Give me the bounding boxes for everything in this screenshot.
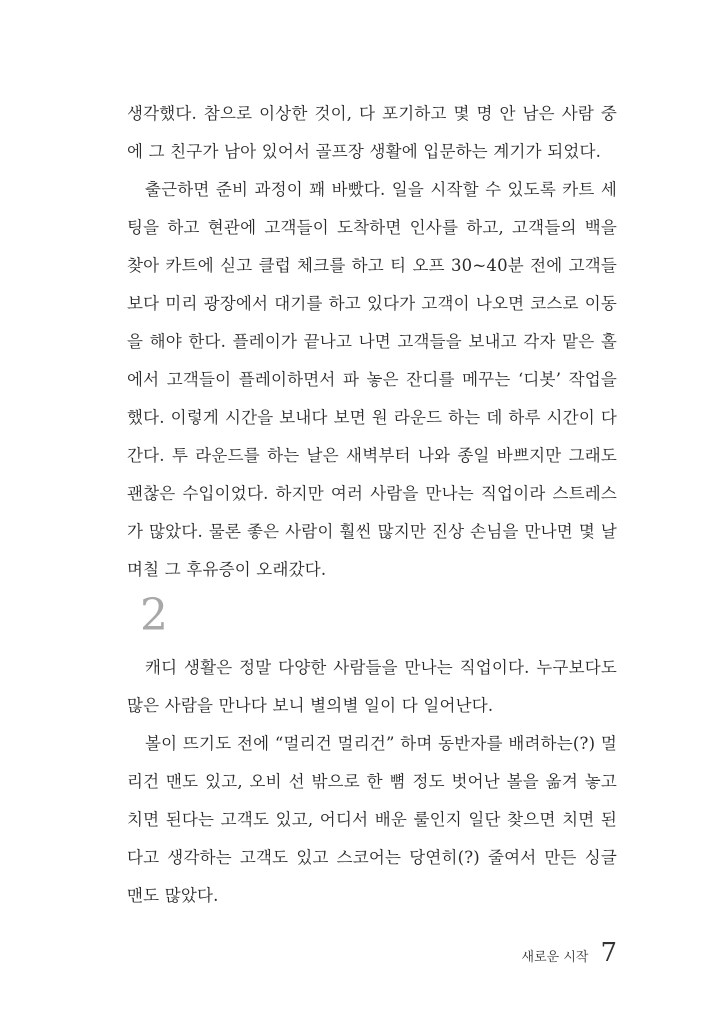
page-footer xyxy=(522,938,617,968)
text-line: 치면 된다는 고객도 있고, 어디서 배운 룰인지 일단 찾으면 치면 된 xyxy=(127,810,617,829)
text-line: 했다. 이렇게 시간을 보내다 보면 원 라운드 하는 데 하루 시간이 다 xyxy=(127,408,617,427)
text-line: 리건 맨도 있고, 오비 선 밖으로 한 뼘 정도 벗어난 볼을 옮겨 놓고 xyxy=(127,772,617,791)
chapter-title: 새로운 시작 xyxy=(521,950,589,965)
text-line: 생각했다. 참으로 이상한 것이, 다 포기하고 몇 명 안 남은 사람 중 xyxy=(127,104,617,123)
text-line: 출근하면 준비 과정이 꽤 바빴다. 일을 시작할 수 있도록 카트 세 xyxy=(145,180,617,199)
text-line: 찾아 카트에 싣고 클럽 체크를 하고 티 오프 30~40분 전에 고객들 xyxy=(127,256,617,275)
text-line: 괜찮은 수입이었다. 하지만 여러 사람을 만나는 직업이라 스트레스 xyxy=(127,484,617,503)
text-line: 볼이 뜨기도 전에 “멀리건 멀리건” 하며 동반자를 배려하는(?) 멀 xyxy=(145,734,617,753)
text-line: 다고 생각하는 고객도 있고 스코어는 당연히(?) 줄여서 만든 싱글 xyxy=(127,848,617,867)
text-line: 에서 고객들이 플레이하면서 파 놓은 잔디를 메꾸는 ‘디봇’ 작업을 xyxy=(127,370,617,389)
text-line: 보다 미리 광장에서 대기를 하고 있다가 고객이 나오면 코스로 이동 xyxy=(127,294,617,313)
text-line: 간다. 투 라운드를 하는 날은 새벽부터 나와 종일 바쁘지만 그래도 xyxy=(127,446,617,465)
text-line: 맨도 많았다. xyxy=(127,886,219,905)
text-line: 많은 사람을 만나다 보니 별의별 일이 다 일어난다. xyxy=(127,696,494,715)
text-line: 며칠 그 후유증이 오래갔다. xyxy=(127,560,327,579)
text-line: 캐디 생활은 정말 다양한 사람들을 만나는 직업이다. 누구보다도 xyxy=(145,658,617,677)
text-line: 에 그 친구가 남아 있어서 골프장 생활에 입문하는 계기가 되었다. xyxy=(127,142,602,161)
text-line: 가 많았다. 물론 좋은 사람이 훨씬 많지만 진상 손님을 만나면 몇 날 xyxy=(127,522,617,541)
section-number: 2 xyxy=(140,590,168,641)
text-line: 을 해야 한다. 플레이가 끝나고 나면 고객들을 보내고 각자 맡은 홀 xyxy=(127,332,617,351)
text-line: 팅을 하고 현관에 고객들이 도착하면 인사를 하고, 고객들의 백을 xyxy=(127,218,617,237)
page-number: 7 xyxy=(600,938,617,968)
